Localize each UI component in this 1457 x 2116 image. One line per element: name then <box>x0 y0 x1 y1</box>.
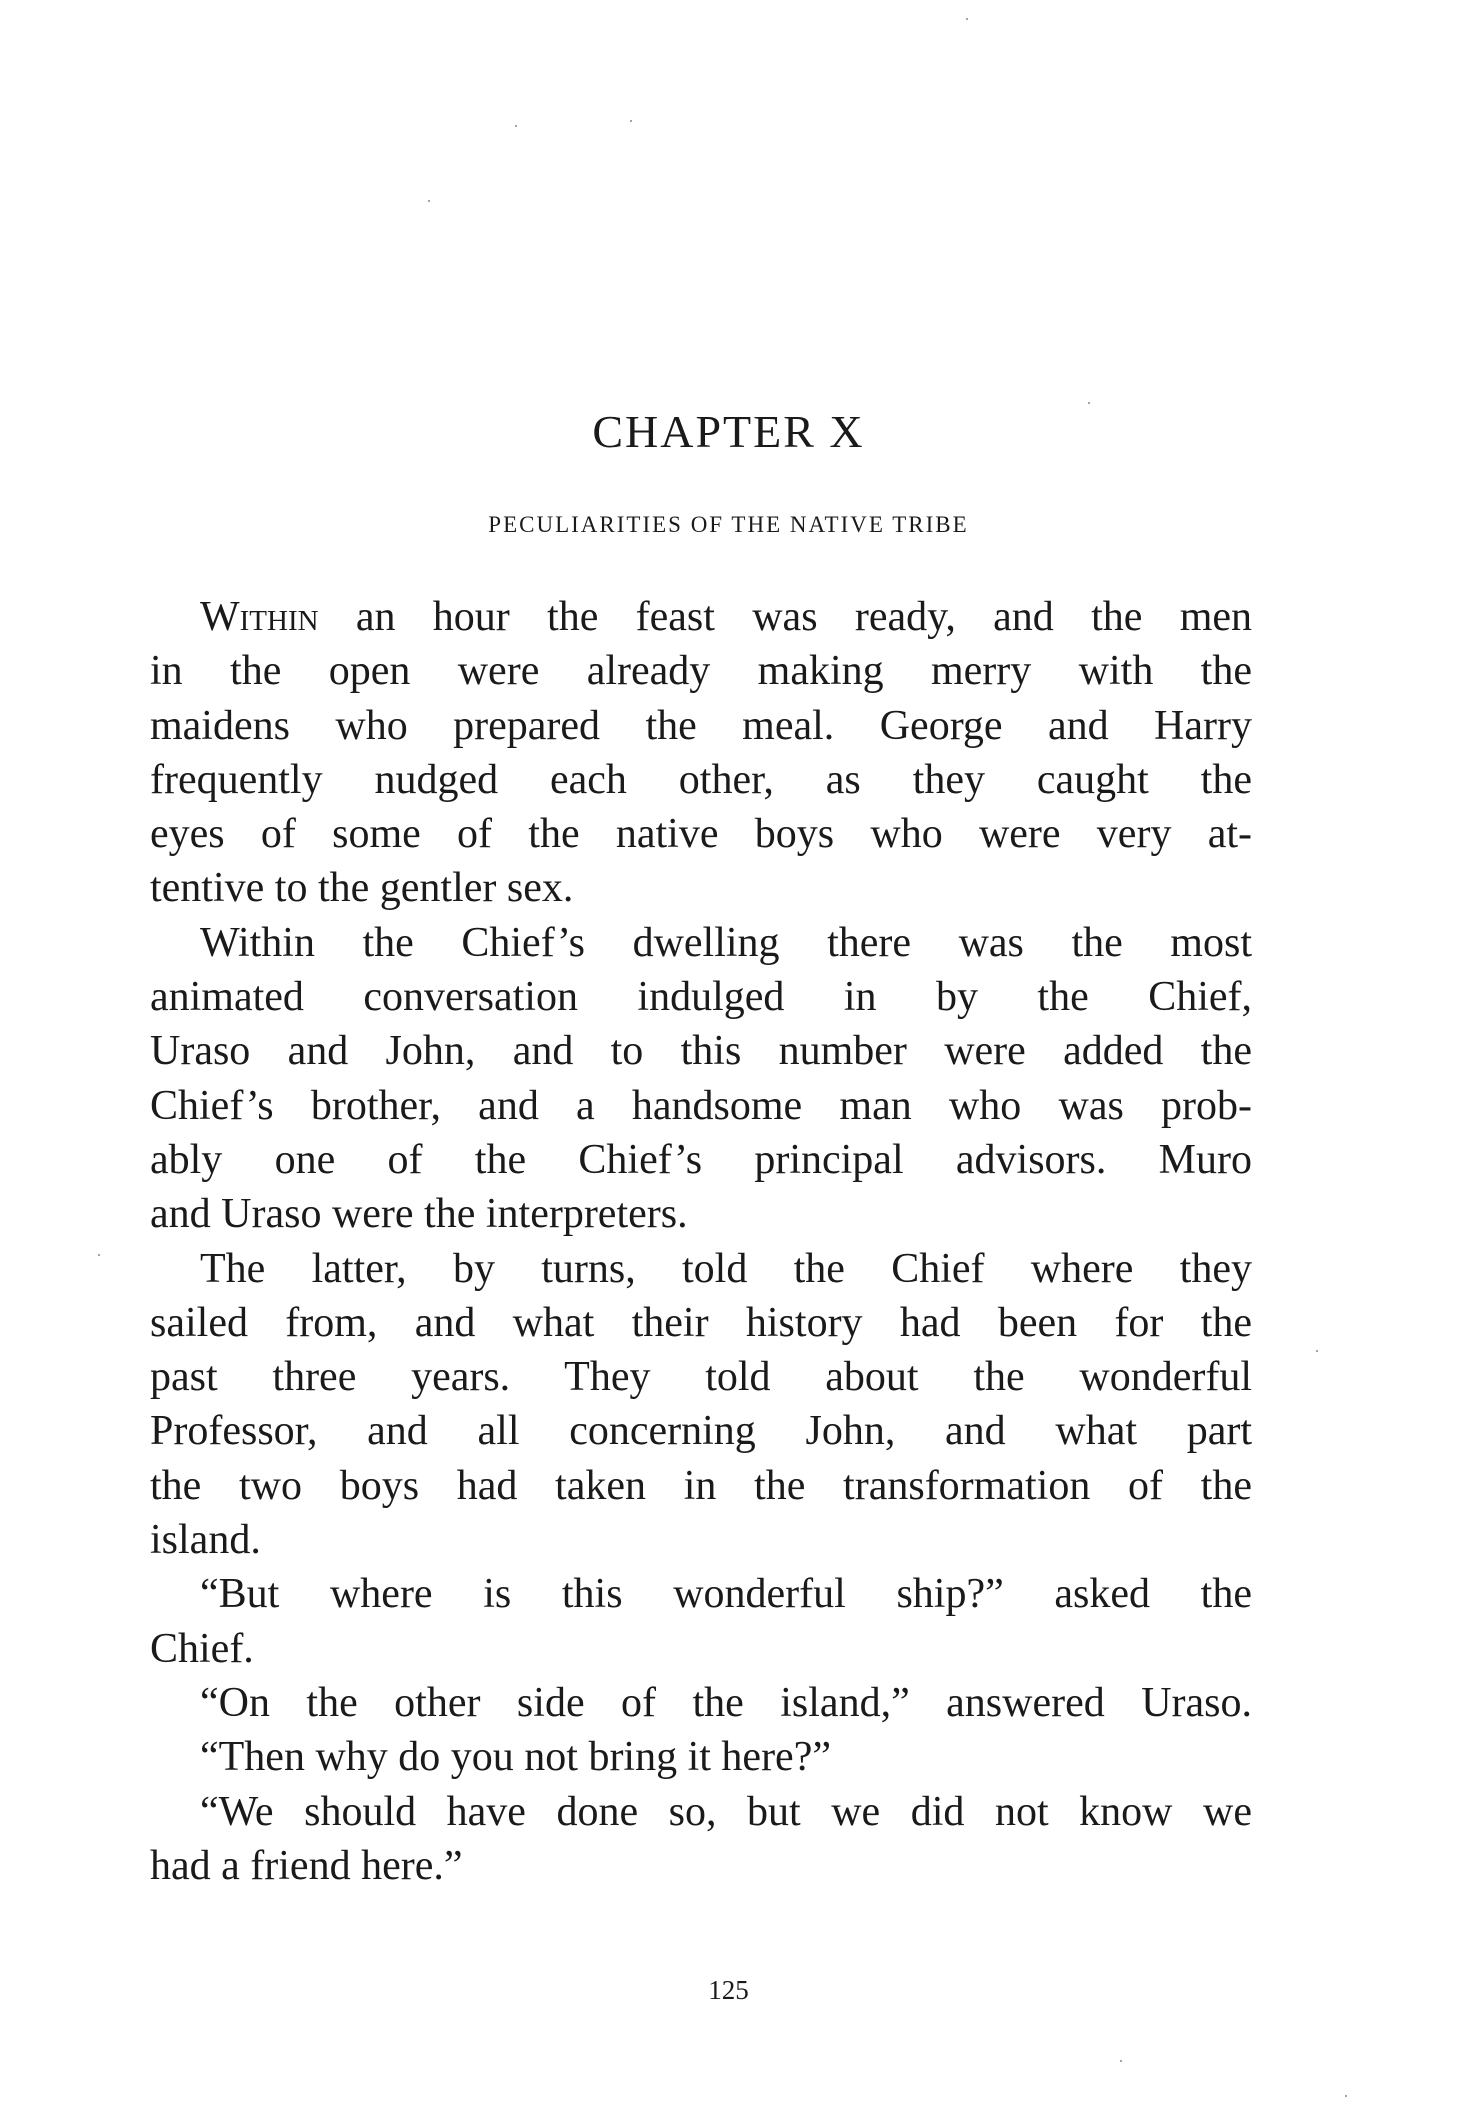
text-line: Uraso and John, and to this number were added the <box>150 1028 1252 1075</box>
text-line: past three years. They told about the wonderful <box>150 1354 1252 1401</box>
print-speck <box>515 125 517 127</box>
text-line: in the open were already making merry with the <box>150 648 1252 695</box>
text-line: animated conversation indulged in by the Chief, <box>150 974 1252 1021</box>
text-line: eyes of some of the native boys who were very at- <box>150 811 1252 858</box>
chapter-title: CHAPTER X <box>592 406 865 457</box>
text-line: frequently nudged each other, as they caught the <box>150 756 1252 803</box>
text-line: sailed from, and what their history had been for the <box>150 1299 1252 1346</box>
print-speck <box>98 1254 100 1256</box>
lead-word: Within <box>200 594 319 640</box>
text-line: Within an hour the feast was ready, and the men <box>200 594 1252 640</box>
text-line: Within the Chief’s dwelling there was the most <box>200 919 1252 966</box>
text-line: island. <box>150 1517 261 1564</box>
paragraph <box>150 1567 1252 1676</box>
paragraph <box>150 1676 1252 1730</box>
body-text <box>150 590 1252 1893</box>
text-line: Chief’s brother, and a handsome man who was prob- <box>150 1082 1252 1129</box>
text-line: “On the other side of the island,” answered Uraso. <box>200 1679 1252 1726</box>
print-speck <box>428 200 430 202</box>
text-line: ably one of the Chief’s principal advisors. Muro <box>150 1136 1252 1183</box>
print-speck <box>966 18 968 20</box>
chapter-subtitle: PECULIARITIES OF THE NATIVE TRIBE <box>488 512 969 537</box>
text-line: “Then why do you not bring it here?” <box>200 1734 831 1781</box>
text-line: and Uraso were the interpreters. <box>150 1191 688 1238</box>
print-speck <box>1345 2095 1347 2097</box>
text-line: had a friend here.” <box>150 1842 463 1889</box>
text-line: The latter, by turns, told the Chief where they <box>200 1245 1252 1292</box>
print-speck <box>1316 1350 1318 1352</box>
text-line: Chief. <box>150 1625 254 1672</box>
text-line: Professor, and all concerning John, and what part <box>150 1408 1252 1455</box>
page-number: 125 <box>708 1975 749 2005</box>
print-speck <box>1088 402 1090 404</box>
print-speck <box>1120 2060 1122 2062</box>
print-speck <box>630 120 632 122</box>
paragraph <box>150 1242 1252 1568</box>
paragraph <box>150 916 1252 1242</box>
paragraph <box>150 1785 1252 1894</box>
text-line: tentive to the gentler sex. <box>150 865 574 912</box>
text-line: “But where is this wonderful ship?” asked the <box>200 1571 1252 1618</box>
paragraph <box>150 590 1252 916</box>
text-line: “We should have done so, but we did not know we <box>200 1788 1252 1835</box>
paragraph <box>150 1730 1252 1784</box>
text-line: the two boys had taken in the transformation of the <box>150 1462 1252 1509</box>
text-line: maidens who prepared the meal. George and Harry <box>150 702 1252 749</box>
